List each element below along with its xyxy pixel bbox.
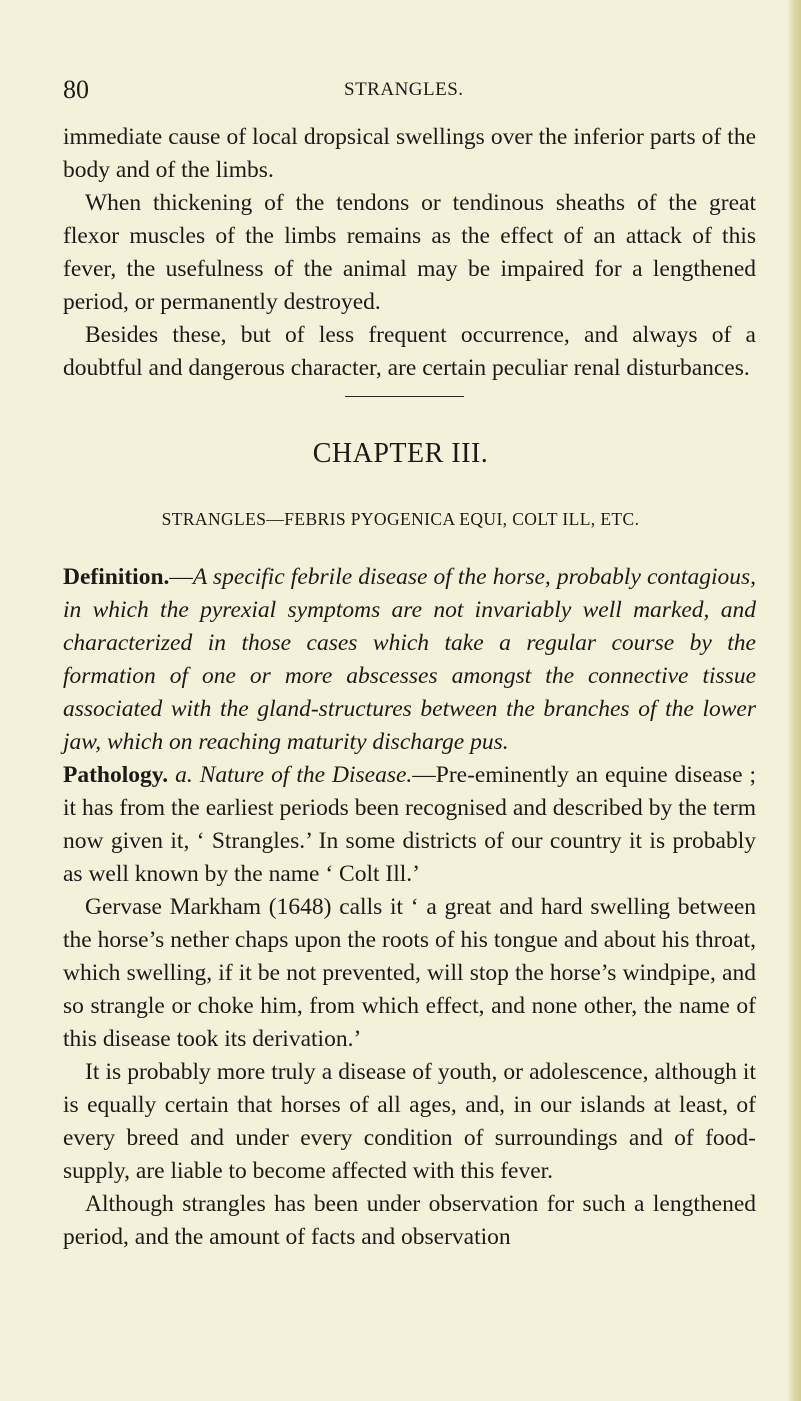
- paragraph-closing: Although strangles has been under observation for such a lengthened period, and the amount of facts and observation: [63, 1191, 756, 1250]
- pathology-sub-label: a. Nature of the Disease.: [175, 762, 413, 788]
- page-edge-shading: [787, 0, 801, 1401]
- definition-dash: —: [169, 564, 193, 590]
- definition-paragraph: [63, 561, 756, 759]
- page-header: [0, 75, 801, 115]
- pathology-paragraph: [63, 759, 756, 891]
- intro-text: [63, 121, 756, 385]
- chapter-body: [63, 561, 756, 1254]
- paragraph-intro-3: Besides these, but of less frequent occurrence, and always of a doubtful and dangerous character, are certain peculiar renal disturbances.: [63, 322, 756, 381]
- section-divider: [345, 396, 464, 397]
- paragraph-youth: It is probably more truly a disease of youth, or adolescence, although it is equally certain that horses of all ages, and, in our islands at least, of every breed and under every condition of surroundings and of food-supply, are liable to become affected with this fever.: [63, 1059, 756, 1184]
- page-number: 80: [63, 75, 89, 104]
- paragraph-markham: Gervase Markham (1648) calls it ‘ a great and hard swelling between the horse’s nether chaps upon the roots of his tongue and about his throat, which swelling, if it be not prevented, will stop the horse’s windpipe, and so strangle or choke him, from which effect, and none other, the name of this disease took its derivation.’: [63, 894, 756, 1052]
- paragraph-intro-1: immediate cause of local dropsical swellings over the inferior parts of the body and of the limbs.: [63, 124, 756, 183]
- running-title: STRANGLES.: [344, 79, 464, 100]
- pathology-label: Pathology.: [63, 762, 169, 788]
- definition-text: A specific febrile disease of the horse, probably contagious, in which the pyrexial symptoms are not invariably well marked, and characterized in those cases which take a regular course by the formation of one or more abscesses amongst the connective tissue associated with the gland-structures between the branches of the lower jaw, which on reaching maturity discharge pus.: [63, 564, 756, 755]
- chapter-subtitle: STRANGLES—FEBRIS PYOGENICA EQUI, COLT ILL, ETC.: [161, 509, 640, 529]
- paragraph-intro-2: When thickening of the tendons or tendinous sheaths of the great flexor muscles of the limbs remains as the effect of an attack of this fever, the usefulness of the animal may be impaired for a lengthened period, or permanently destroyed.: [63, 190, 756, 315]
- pathology-text: —Pre-eminently an equine disease ; it has from the earliest periods been recognised and described by the term now given it, ‘ Strangles.’ In some districts of our country it is probably as well known by the name ‘ Colt Ill.’: [63, 762, 757, 887]
- definition-label: Definition.: [63, 564, 170, 590]
- chapter-title: CHAPTER III.: [312, 438, 489, 469]
